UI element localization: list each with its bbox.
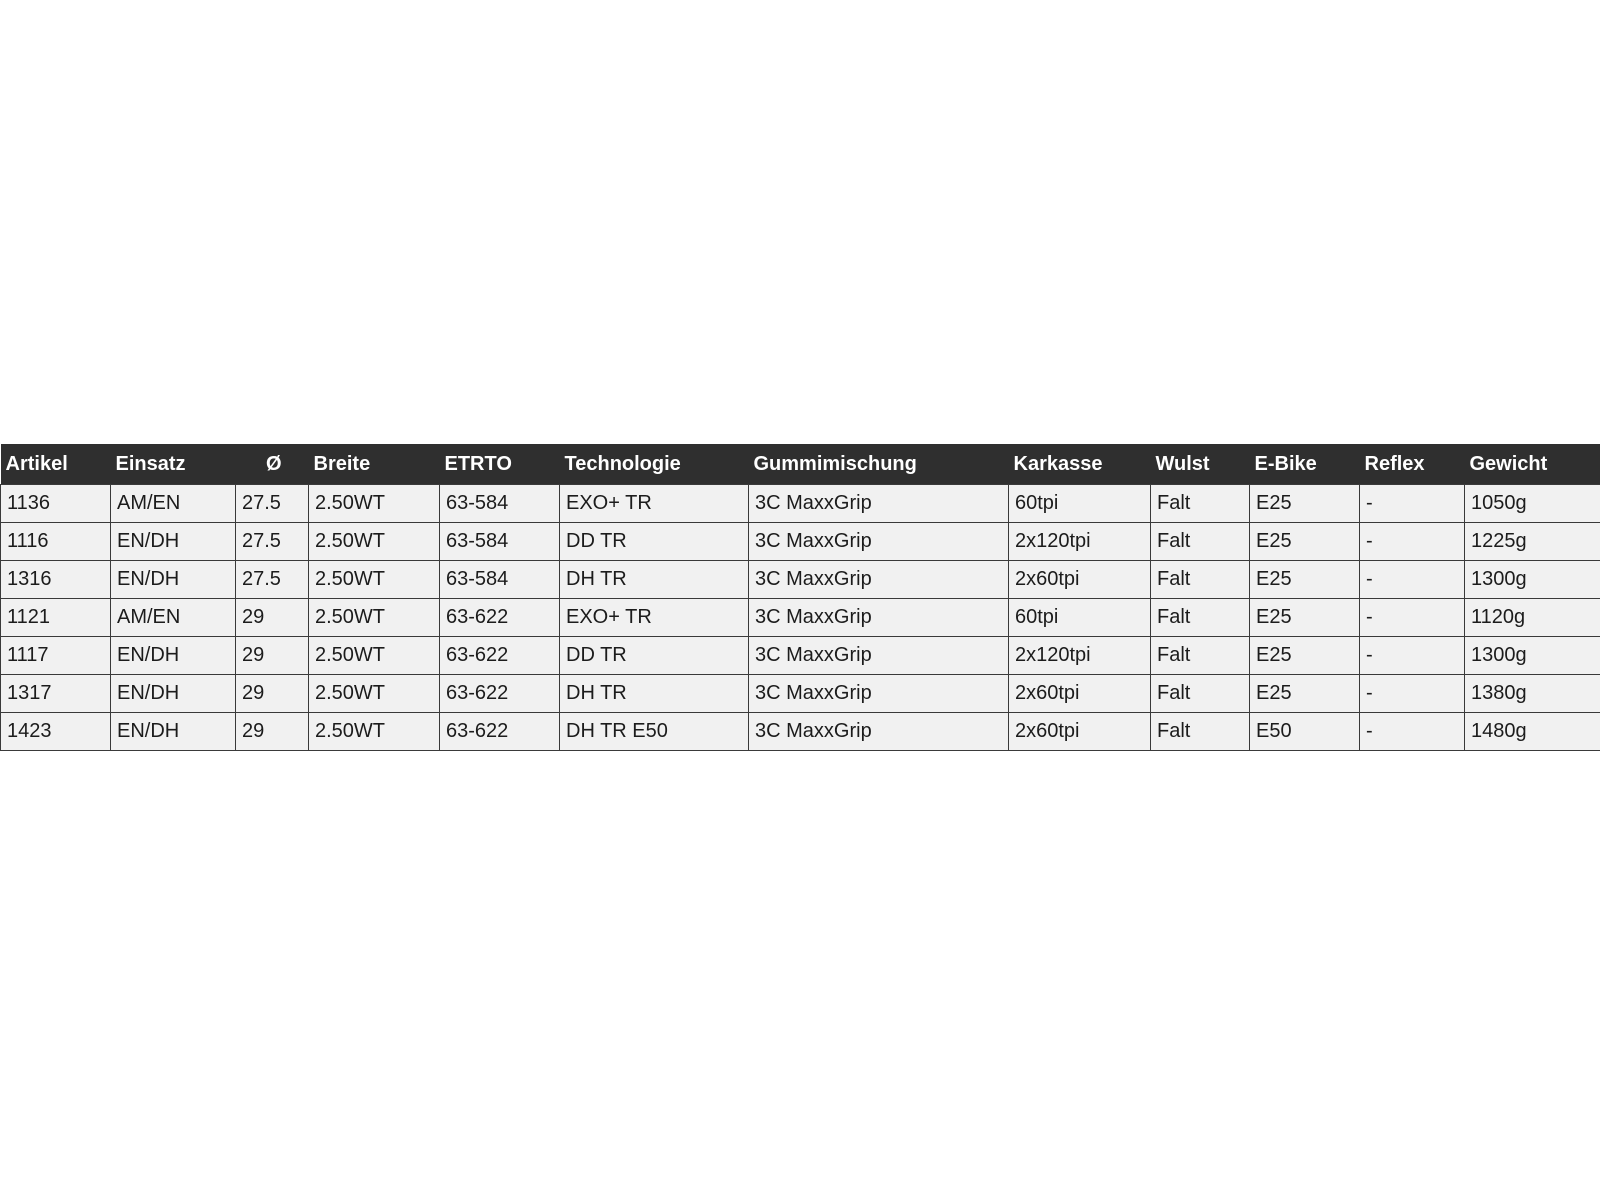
cell-ebike: E50 [1250,713,1360,751]
cell-ebike: E25 [1250,561,1360,599]
header-karkasse: Karkasse [1013,452,1103,475]
cell-breite: 2.50WT [309,713,440,751]
cell-reflex: - [1360,599,1465,637]
cell-artikel: 1316 [1,561,111,599]
cell-breite: 2.50WT [309,675,440,713]
cell-reflex: - [1360,713,1465,751]
cell-gummimischung: 3C MaxxGrip [749,561,1009,599]
table-row [1,675,1600,713]
header-gewicht: Gewicht [1469,452,1548,475]
cell-artikel: 1136 [1,485,111,523]
cell-karkasse: 60tpi [1009,485,1151,523]
cell-etrto: 63-622 [440,599,560,637]
cell-gewicht: 1380g [1465,675,1600,713]
cell-technologie: DH TR [560,675,749,713]
cell-etrto: 63-584 [440,523,560,561]
cell-diameter: 27.5 [236,523,309,561]
cell-gewicht: 1225g [1465,523,1600,561]
cell-technologie: DH TR E50 [560,713,749,751]
cell-gummimischung: 3C MaxxGrip [749,675,1009,713]
cell-artikel: 1317 [1,675,111,713]
cell-reflex: - [1360,561,1465,599]
table-row [1,485,1600,523]
cell-technologie: EXO+ TR [560,599,749,637]
header-reflex: Reflex [1364,452,1425,475]
cell-wulst: Falt [1151,599,1250,637]
header-wulst: Wulst [1155,452,1210,475]
header-diameter: Ø [265,452,282,475]
table-row [1,599,1600,637]
cell-ebike: E25 [1250,485,1360,523]
cell-gewicht: 1300g [1465,637,1600,675]
header-etrto: ETRTO [444,452,512,475]
header-einsatz: Einsatz [115,452,186,475]
cell-diameter: 27.5 [236,561,309,599]
cell-technologie: EXO+ TR [560,485,749,523]
cell-etrto: 63-622 [440,713,560,751]
cell-ebike: E25 [1250,637,1360,675]
cell-artikel: 1116 [1,523,111,561]
table-row [1,523,1600,561]
cell-etrto: 63-622 [440,675,560,713]
cell-karkasse: 60tpi [1009,599,1151,637]
cell-gewicht: 1120g [1465,599,1600,637]
cell-einsatz: EN/DH [111,523,236,561]
cell-breite: 2.50WT [309,599,440,637]
cell-etrto: 63-584 [440,561,560,599]
cell-breite: 2.50WT [309,485,440,523]
cell-gummimischung: 3C MaxxGrip [749,599,1009,637]
cell-diameter: 29 [236,599,309,637]
cell-wulst: Falt [1151,485,1250,523]
cell-breite: 2.50WT [309,523,440,561]
cell-karkasse: 2x120tpi [1009,637,1151,675]
cell-einsatz: EN/DH [111,713,236,751]
header-ebike: E-Bike [1254,452,1317,475]
cell-einsatz: EN/DH [111,675,236,713]
cell-gewicht: 1480g [1465,713,1600,751]
cell-wulst: Falt [1151,637,1250,675]
table-row [1,713,1600,751]
cell-karkasse: 2x60tpi [1009,675,1151,713]
cell-gummimischung: 3C MaxxGrip [749,713,1009,751]
cell-wulst: Falt [1151,713,1250,751]
cell-diameter: 29 [236,637,309,675]
cell-technologie: DD TR [560,637,749,675]
tire-spec-table [0,444,1600,751]
cell-wulst: Falt [1151,561,1250,599]
cell-artikel: 1121 [1,599,111,637]
cell-diameter: 29 [236,713,309,751]
cell-etrto: 63-584 [440,485,560,523]
cell-reflex: - [1360,675,1465,713]
cell-breite: 2.50WT [309,637,440,675]
cell-karkasse: 2x60tpi [1009,713,1151,751]
cell-wulst: Falt [1151,523,1250,561]
table-header-row [1,444,1600,485]
cell-etrto: 63-622 [440,637,560,675]
cell-gewicht: 1300g [1465,561,1600,599]
cell-reflex: - [1360,485,1465,523]
cell-gewicht: 1050g [1465,485,1600,523]
cell-breite: 2.50WT [309,561,440,599]
cell-wulst: Falt [1151,675,1250,713]
cell-einsatz: EN/DH [111,561,236,599]
header-technologie: Technologie [564,452,681,475]
header-gummimischung: Gummimischung [753,452,917,475]
cell-artikel: 1423 [1,713,111,751]
table-row [1,637,1600,675]
cell-diameter: 29 [236,675,309,713]
cell-einsatz: EN/DH [111,637,236,675]
cell-gummimischung: 3C MaxxGrip [749,637,1009,675]
header-breite: Breite [313,452,371,475]
table-row [1,561,1600,599]
cell-gummimischung: 3C MaxxGrip [749,485,1009,523]
cell-technologie: DH TR [560,561,749,599]
cell-ebike: E25 [1250,523,1360,561]
cell-ebike: E25 [1250,599,1360,637]
cell-gummimischung: 3C MaxxGrip [749,523,1009,561]
cell-reflex: - [1360,637,1465,675]
cell-diameter: 27.5 [236,485,309,523]
cell-artikel: 1117 [1,637,111,675]
header-artikel: Artikel [5,452,68,475]
cell-karkasse: 2x60tpi [1009,561,1151,599]
cell-technologie: DD TR [560,523,749,561]
cell-reflex: - [1360,523,1465,561]
cell-einsatz: AM/EN [111,485,236,523]
cell-karkasse: 2x120tpi [1009,523,1151,561]
cell-einsatz: AM/EN [111,599,236,637]
cell-ebike: E25 [1250,675,1360,713]
